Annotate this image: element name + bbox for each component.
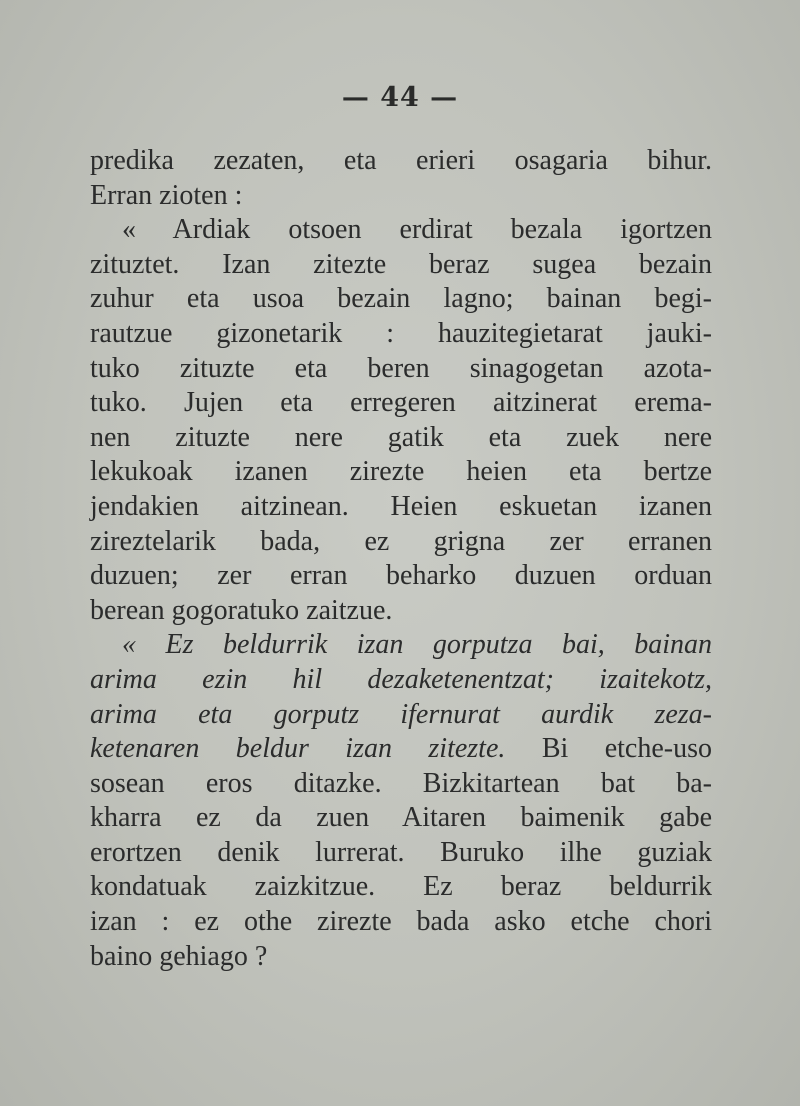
text-line: arima eta gorputz ifernurat aurdik zeza- xyxy=(90,698,712,730)
text-line: kharra ez da zuen Aitaren baimenik gabe xyxy=(90,802,712,834)
page-number: — 44 — xyxy=(341,82,459,113)
text-line: berean gogoratuko zaitzue. xyxy=(90,594,393,626)
text-line: tuko zituzte eta beren sinagogetan azota- xyxy=(90,352,712,384)
text-line: tuko. Jujen eta erregeren aitzinerat erema- xyxy=(90,387,712,419)
paragraph xyxy=(90,213,712,628)
text-line: zuhur eta usoa bezain lagno; bainan begi- xyxy=(90,283,712,315)
text-body xyxy=(90,144,712,974)
text-line: baino gehiago ? xyxy=(90,940,268,972)
roman-segment: Bi etche-uso xyxy=(505,733,712,765)
text-line: zireztelarik bada, ez grigna zer erranen xyxy=(90,525,712,557)
text-line: kondatuak zaizkitzue. Ez beraz beldurrik xyxy=(90,871,712,903)
text-line: lekukoak izanen zirezte heien eta bertze xyxy=(90,456,712,488)
text-line: « Ez beldurrik izan gorputza bai, bainan xyxy=(122,629,712,661)
text-line: erortzen denik lurrerat. Buruko ilhe guziak xyxy=(90,836,712,868)
text-line: arima ezin hil dezaketenentzat; izaitekotz, xyxy=(90,663,712,695)
paragraph xyxy=(90,628,712,974)
text-line: zituztet. Izan zitezte beraz sugea bezain xyxy=(90,248,712,280)
italic-segment: ketenaren beldur izan zitezte. xyxy=(90,733,506,765)
paragraph xyxy=(90,144,712,213)
text-line: nen zituzte nere gatik eta zuek nere xyxy=(90,421,712,453)
text-line-mixed xyxy=(90,732,712,767)
text-line: sosean eros ditazke. Bizkitartean bat ba- xyxy=(90,767,712,799)
text-line: rautzue gizonetarik : hauzitegietarat jauki- xyxy=(90,317,712,349)
text-line: Erran zioten : xyxy=(90,179,243,211)
text-line: duzuen; zer erran beharko duzuen orduan xyxy=(90,560,712,592)
text-line: « Ardiak otsoen erdirat bezala igortzen xyxy=(122,214,712,246)
text-line: jendakien aitzinean. Heien eskuetan izanen xyxy=(90,490,712,522)
text-line: izan : ez othe zirezte bada asko etche chori xyxy=(90,906,712,938)
text-line: predika zezaten, eta erieri osagaria bihur. xyxy=(90,145,712,176)
